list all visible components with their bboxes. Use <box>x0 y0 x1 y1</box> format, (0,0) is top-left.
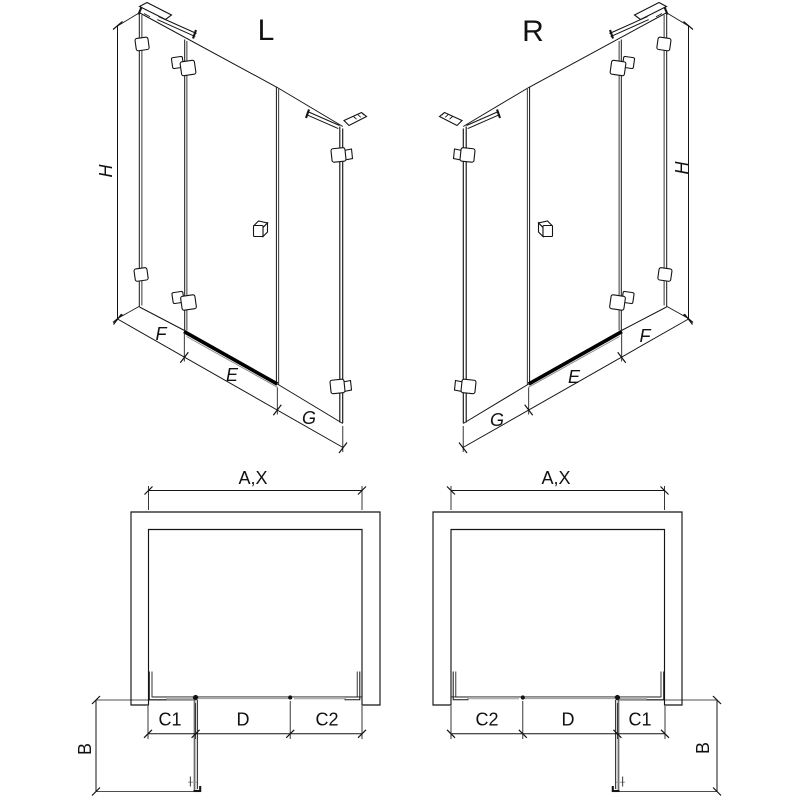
plan-left-c1-label: C1 <box>158 709 182 730</box>
dim-e-left: E <box>225 365 239 385</box>
plan-right-c2-label: C2 <box>475 709 499 730</box>
dim-f-left: F <box>155 324 167 344</box>
plan-left-b-label: B <box>75 742 95 756</box>
plan-left-drawing <box>92 486 380 796</box>
dim-g-left: G <box>301 408 317 428</box>
plan-left-width-label: A,X <box>238 468 268 488</box>
dim-f-right: F <box>639 326 651 346</box>
iso-right-drawing <box>440 3 694 454</box>
height-dim-label-left: H <box>96 164 116 178</box>
iso-left-drawing <box>113 3 367 454</box>
plan-left-c2-label: C2 <box>315 709 339 730</box>
dim-e-right: E <box>567 367 581 387</box>
variant-label-left: L <box>257 14 275 47</box>
variant-label-right: R <box>522 15 544 48</box>
plan-right-b-label: B <box>693 741 713 755</box>
dim-g-right: G <box>489 410 505 430</box>
plan-right-c1-label: C1 <box>628 709 652 730</box>
plan-left-d-label: D <box>236 709 250 730</box>
plan-right-width-label: A,X <box>541 468 571 488</box>
height-dim-label-right: H <box>672 161 692 175</box>
plan-right-d-label: D <box>561 709 575 730</box>
plan-right-drawing <box>433 486 721 796</box>
